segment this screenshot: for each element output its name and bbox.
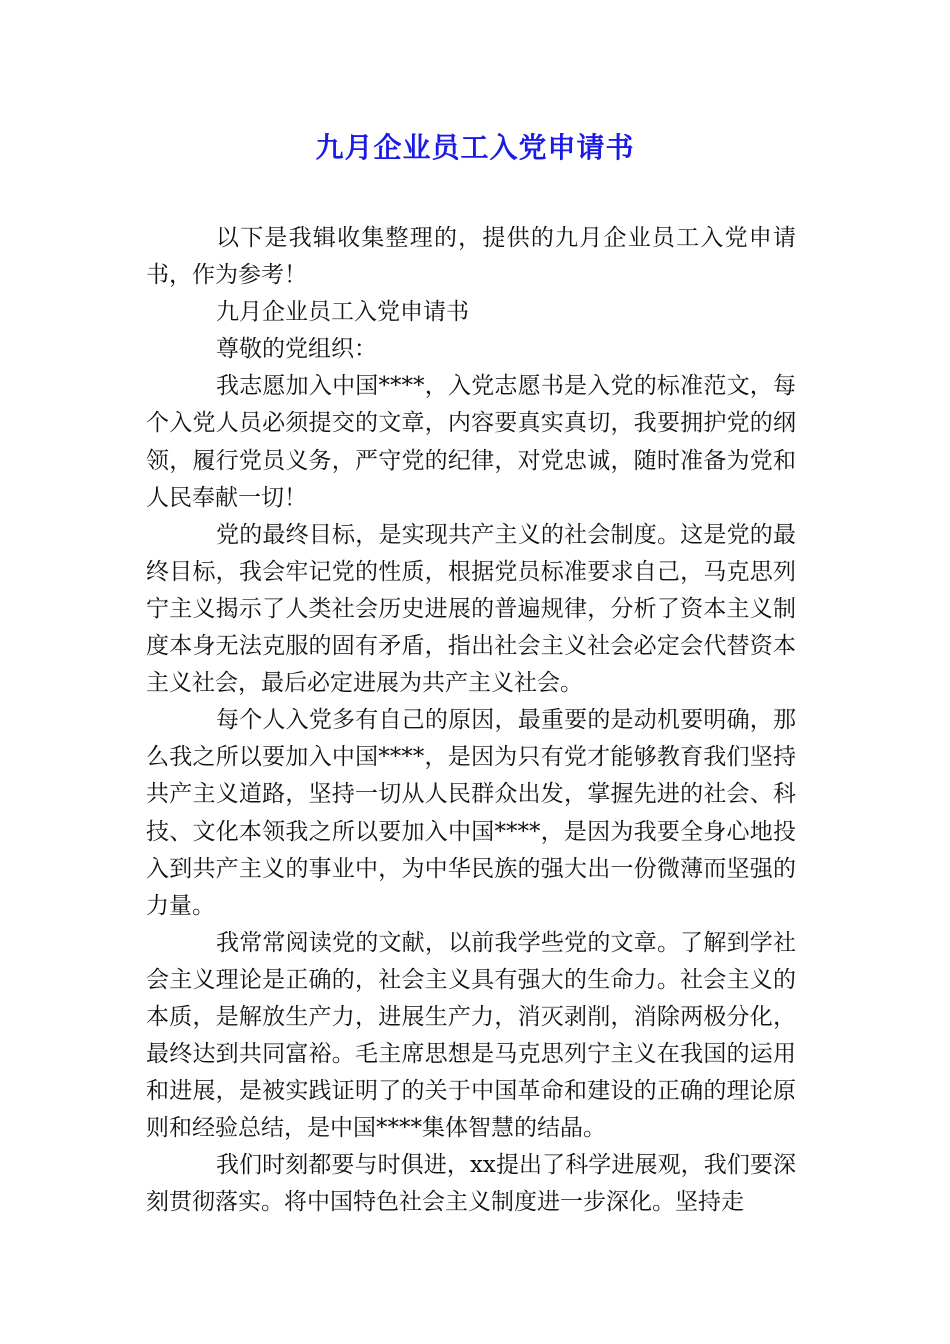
paragraph-body-4: 我常常阅读党的文献，以前我学些党的文章。了解到学社会主义理论是正确的，社会主义具有强大的生命力。社会主义的本质，是解放生产力，进展生产力，消灭剥削，消除两极分化，最终达到共同富裕。毛主席思想是马克思列宁主义在我国的运用和进展，是被实践证明了的关于中国革命和建设的正确的理论原则和经验总结，是中国****集体智慧的结晶。 (146, 929, 796, 1142)
document-title: 九月企业员工入党申请书 (315, 131, 635, 164)
paragraph-body-3: 每个人入党多有自己的原因，最重要的是动机要明确，那么我之所以要加入中国****，是因为只有党才能够教育我们坚持共产主义道路，坚持一切从人民群众出发，掌握先进的社会、科技、文化本领我之所以要加入中国****，是因为我要全身心地投入到共产主义的事业中，为中华民族的强大出一份微薄而坚强的力量。 (146, 707, 796, 919)
paragraph-subtitle: 九月企业员工入党申请书 (216, 299, 469, 326)
paragraph-intro: 以下是我辑收集整理的，提供的九月企业员工入党申请书，作为参考！ (146, 225, 796, 289)
document-body (146, 220, 796, 1222)
paragraph-body-5: 我们时刻都要与时俱进，xx提出了科学进展观，我们要深刻贯彻落实。将中国特色社会主义制度进一步深化。坚持走 (146, 1152, 796, 1216)
paragraph-body-1: 我志愿加入中国****，入党志愿书是入党的标准范文，每个入党人员必须提交的文章，内容要真实真切，我要拥护党的纲领，履行党员义务，严守党的纪律，对党忠诚，随时准备为党和人民奉献一切！ (146, 373, 796, 511)
paragraph-body-2: 党的最终目标，是实现共产主义的社会制度。这是党的最终目标，我会牢记党的性质，根据党员标准要求自己，马克思列宁主义揭示了人类社会历史进展的普遍规律，分析了资本主义制度本身无法克服的固有矛盾，指出社会主义社会必定会代替资本主义社会，最后必定进展为共产主义社会。 (146, 521, 796, 697)
paragraph-salutation: 尊敬的党组织： (216, 336, 377, 363)
